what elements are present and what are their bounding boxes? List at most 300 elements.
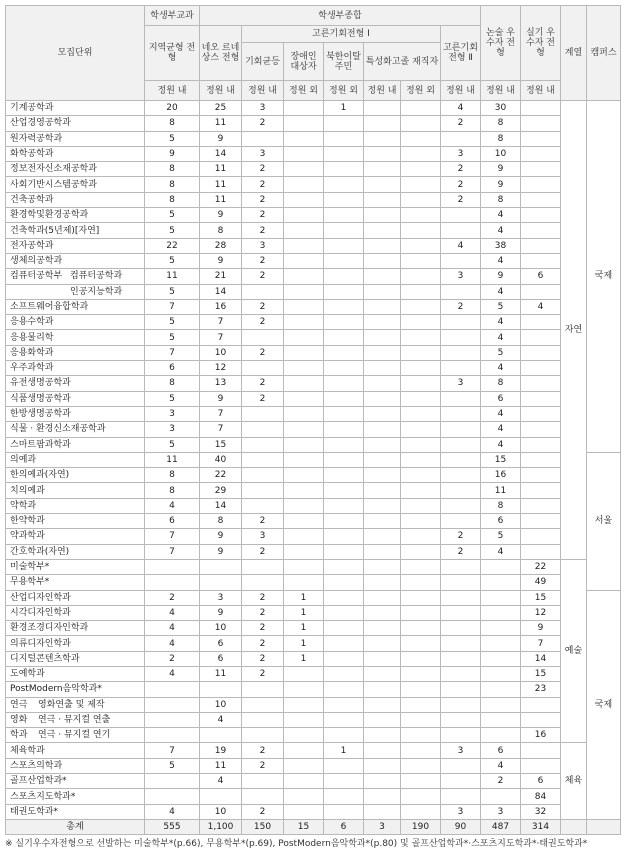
quota-cell: 14 [200,146,242,161]
quota-cell [441,223,481,238]
quota-cell: 14 [200,284,242,299]
quota-cell [284,162,324,177]
unit-name-cell: 미술학부* [6,559,145,574]
quota-cell [401,728,441,743]
quota-cell [521,162,561,177]
quota-cell: 2 [242,590,284,605]
quota-cell [284,529,324,544]
quota-cell: 25 [200,101,242,116]
quota-cell [200,575,242,590]
quota-cell [401,452,441,467]
quota-cell [324,146,364,161]
quota-cell [441,712,481,727]
quota-cell [284,422,324,437]
quota-cell [364,789,401,804]
unit-name-cell: 건축학과(5년제)[자연] [6,223,145,238]
unit-name-cell: 한의예과(자연) [6,468,145,483]
quota-cell: 6 [145,514,200,529]
unit-name-cell: 응용수학과 [6,315,145,330]
quota-cell [401,101,441,116]
quota-cell [401,146,441,161]
unit-name-cell: 식품생명공학과 [6,391,145,406]
header-student-subject: 학생부교과 [145,6,200,26]
quota-cell [401,131,441,146]
quota-cell [284,315,324,330]
quota-cell [401,361,441,376]
quota-cell [364,437,401,452]
quota-cell [401,666,441,681]
quota-cell [324,406,364,421]
quota-cell [441,483,481,498]
quota-cell [481,666,521,681]
quota-cell: 4 [481,208,521,223]
quota-cell [364,728,401,743]
unit-name-cell: 기계공학과 [6,101,145,116]
quota-cell [284,697,324,712]
quota-cell: 5 [481,345,521,360]
quota-cell [441,498,481,513]
quota-cell: 15 [521,590,561,605]
quota-cell [324,315,364,330]
quota-cell: 11 [145,452,200,467]
quota-cell [284,284,324,299]
quota-cell [481,605,521,620]
table-row [6,269,621,284]
quota-cell [284,192,324,207]
quota-cell: 49 [521,575,561,590]
quota-cell: 9 [200,605,242,620]
quota-cell [364,636,401,651]
quota-cell [242,712,284,727]
quota-cell [324,590,364,605]
quota-cell [481,789,521,804]
quota-cell [242,422,284,437]
quota-cell: 6 [200,636,242,651]
quota-cell: 9 [481,269,521,284]
quota-cell: 6 [521,269,561,284]
total-cell: 190 [401,819,441,834]
quota-cell [284,758,324,773]
quota-cell [441,666,481,681]
quota-cell: 11 [200,192,242,207]
quota-cell: 22 [200,468,242,483]
quota-cell [242,361,284,376]
quota-cell [521,177,561,192]
quota-cell: 5 [145,131,200,146]
quota-cell: 2 [242,116,284,131]
quota-cell: 32 [521,804,561,819]
table-row [6,330,621,345]
quota-cell [242,774,284,789]
quota-cell [324,559,364,574]
quota-cell: 9 [481,177,521,192]
quota-cell: 7 [145,529,200,544]
quota-cell [364,162,401,177]
quota-cell [401,330,441,345]
quota-cell [364,468,401,483]
quota-cell: 11 [200,666,242,681]
quota-cell [521,483,561,498]
quota-cell: 9 [145,146,200,161]
total-cell: 1,100 [200,819,242,834]
header-equal-opportunity-2: 고른기회 전형 Ⅱ [441,26,481,81]
quota-cell [284,391,324,406]
quota-cell [284,452,324,467]
quota-cell [284,345,324,360]
quota-cell [481,575,521,590]
subunit-label: 연극 · 뮤지컬 연출 [38,715,111,726]
quota-cell [284,743,324,758]
quota-cell: 8 [145,376,200,391]
quota-cell [324,514,364,529]
quota-cell: 2 [441,116,481,131]
quota-cell [521,529,561,544]
quota-cell [324,651,364,666]
header-defector: 북한이탈 주민 [324,43,364,81]
unit-name-cell: 태권도학과* [6,804,145,819]
quota-cell [401,758,441,773]
quota-cell [145,682,200,697]
header-campus: 캠퍼스 [587,6,621,101]
quota-cell: 4 [481,284,521,299]
unit-name-cell: 치의예과 [6,483,145,498]
unit-name-cell: 우주과학과 [6,361,145,376]
table-row [6,192,621,207]
quota-cell [521,452,561,467]
quota-cell: 4 [145,605,200,620]
quota-cell [145,559,200,574]
quota-cell [284,437,324,452]
quota-cell: 2 [242,299,284,314]
unit-name-cell: 응용물리학 [6,330,145,345]
table-row [6,162,621,177]
subunit-label: 연극 · 뮤지컬 연기 [38,730,111,741]
quota-cell: 2 [441,162,481,177]
table-row [6,621,621,636]
table-row [6,483,621,498]
table-row [6,223,621,238]
quota-cell: 7 [145,544,200,559]
quota-cell: 6 [481,743,521,758]
quota-cell [521,468,561,483]
quota-cell: 1 [324,743,364,758]
unit-name-cell: 스포츠지도학과* [6,789,145,804]
quota-cell [364,116,401,131]
table-row [6,590,621,605]
quota-cell [364,621,401,636]
quota-cell: 9 [481,162,521,177]
unit-name-cell: 환경조경디자인학과 [6,621,145,636]
quota-cell [242,406,284,421]
quota-cell: 2 [242,605,284,620]
group-label: 학과 [10,730,28,741]
quota-cell [364,514,401,529]
quota-cell [324,544,364,559]
quota-cell [401,697,441,712]
quota-cell: 8 [145,192,200,207]
quota-cell [441,514,481,529]
quota-cell: 2 [242,223,284,238]
quota-cell [145,712,200,727]
quota-cell [401,605,441,620]
quota-cell [521,498,561,513]
quota-cell: 2 [242,376,284,391]
quota-cell [324,774,364,789]
quota-cell [284,330,324,345]
quota-cell [521,437,561,452]
quota-cell [521,253,561,268]
quota-cell [401,575,441,590]
quota-cell: 2 [242,192,284,207]
quota-cell: 4 [441,238,481,253]
unit-name-cell: 도예학과 [6,666,145,681]
unit-name-cell: 간호학과(자연) [6,544,145,559]
unit-name-cell [6,269,145,284]
quota-label: 정원 외 [284,81,324,101]
quota-cell [284,299,324,314]
quota-cell: 7 [145,743,200,758]
group-label: 연극 [10,699,28,710]
table-row [6,666,621,681]
quota-cell [284,101,324,116]
quota-cell [242,468,284,483]
quota-cell [364,559,401,574]
quota-cell [324,437,364,452]
quota-cell [364,529,401,544]
subunit-label: 영화연출 및 제작 [38,699,105,710]
admission-quota-table [5,5,621,835]
quota-cell: 15 [481,452,521,467]
quota-cell [324,666,364,681]
quota-cell: 8 [481,376,521,391]
quota-cell [242,330,284,345]
campus-cell: 국제 [587,101,621,453]
quota-cell: 8 [481,131,521,146]
quota-cell [401,269,441,284]
quota-cell [200,559,242,574]
quota-cell [521,544,561,559]
quota-cell [441,452,481,467]
header-student-comprehensive: 학생부종합 [200,6,481,26]
quota-cell: 7 [200,422,242,437]
quota-cell [401,559,441,574]
unit-name-cell: 한방생명공학과 [6,406,145,421]
quota-cell [364,177,401,192]
quota-cell [441,636,481,651]
quota-cell: 2 [242,514,284,529]
unit-name-cell [6,728,145,743]
table-row [6,177,621,192]
quota-cell: 5 [145,253,200,268]
quota-cell [324,299,364,314]
quota-cell [481,682,521,697]
quota-cell [401,177,441,192]
table-row [6,468,621,483]
table-body [6,101,621,835]
quota-cell: 5 [145,330,200,345]
quota-cell [521,391,561,406]
quota-cell [364,223,401,238]
quota-cell: 3 [242,146,284,161]
quota-cell: 2 [242,391,284,406]
table-row [6,514,621,529]
quota-cell: 7 [200,406,242,421]
quota-cell [284,789,324,804]
quota-cell [364,315,401,330]
quota-cell: 8 [145,116,200,131]
quota-cell [242,498,284,513]
quota-cell [284,498,324,513]
quota-cell: 4 [200,712,242,727]
quota-cell [284,116,324,131]
quota-cell [401,162,441,177]
header-practical: 실기 우수자 전형 [521,6,561,81]
unit-name-cell [6,712,145,727]
quota-cell [284,361,324,376]
table-row [6,728,621,743]
quota-cell [481,621,521,636]
total-cell: 487 [481,819,521,834]
quota-cell: 21 [200,269,242,284]
quota-cell [284,253,324,268]
quota-cell: 3 [145,422,200,437]
quota-cell [364,376,401,391]
total-cell: 555 [145,819,200,834]
quota-cell [200,789,242,804]
quota-cell [324,192,364,207]
quota-cell [441,391,481,406]
quota-cell: 2 [242,651,284,666]
quota-cell: 5 [145,758,200,773]
table-row [6,101,621,116]
quota-cell: 2 [145,651,200,666]
table-row [6,116,621,131]
quota-cell [364,682,401,697]
unit-name-cell: 환경학및환경공학과 [6,208,145,223]
quota-cell [441,605,481,620]
quota-cell: 9 [200,253,242,268]
table-row [6,253,621,268]
quota-cell [401,284,441,299]
table-row [6,697,621,712]
quota-cell: 2 [242,743,284,758]
quota-cell [145,697,200,712]
quota-cell [521,758,561,773]
quota-cell: 10 [200,621,242,636]
quota-cell [521,514,561,529]
quota-cell [441,697,481,712]
quota-cell: 4 [145,666,200,681]
quota-cell: 3 [242,101,284,116]
quota-cell [441,575,481,590]
quota-cell: 7 [145,299,200,314]
quota-cell: 1 [284,590,324,605]
quota-cell [364,422,401,437]
quota-cell [324,223,364,238]
quota-cell [401,514,441,529]
quota-cell: 22 [145,238,200,253]
table-row [6,406,621,421]
quota-cell [324,376,364,391]
unit-name-cell: 무용학부* [6,575,145,590]
quota-cell [521,208,561,223]
quota-cell: 7 [200,315,242,330]
quota-cell: 3 [441,804,481,819]
quota-cell [284,559,324,574]
quota-cell [324,529,364,544]
quota-cell [521,131,561,146]
quota-cell: 8 [481,116,521,131]
total-cell: 90 [441,819,481,834]
quota-label: 정원 내 [145,81,200,101]
quota-cell: 9 [200,391,242,406]
table-row [6,774,621,789]
quota-cell: 10 [481,146,521,161]
quota-cell [364,284,401,299]
header-essay: 논술 우수자 전형 [481,6,521,81]
quota-cell: 4 [481,330,521,345]
unit-name-cell [6,697,145,712]
quota-cell [324,483,364,498]
total-label: 총계 [6,819,145,834]
table-row [6,208,621,223]
quota-cell: 3 [441,269,481,284]
quota-cell: 16 [481,468,521,483]
quota-cell: 11 [200,758,242,773]
quota-cell: 4 [481,406,521,421]
quota-cell: 28 [200,238,242,253]
unit-name-cell: PostModern음악학과* [6,682,145,697]
quota-cell: 4 [145,636,200,651]
quota-cell [364,269,401,284]
quota-cell [441,284,481,299]
quota-cell: 1 [284,605,324,620]
table-row [6,789,621,804]
quota-cell [401,743,441,758]
quota-cell [441,774,481,789]
quota-cell [521,223,561,238]
group-label: 영화 [10,715,28,726]
quota-cell [481,590,521,605]
quota-cell: 15 [200,437,242,452]
quota-cell: 4 [441,101,481,116]
quota-cell [324,253,364,268]
table-row [6,345,621,360]
table-row [6,605,621,620]
quota-cell: 9 [200,208,242,223]
quota-cell [401,590,441,605]
quota-cell [284,376,324,391]
quota-cell [364,651,401,666]
quota-cell: 5 [145,391,200,406]
quota-cell: 8 [145,162,200,177]
quota-cell [521,146,561,161]
quota-cell: 8 [481,192,521,207]
quota-cell: 5 [145,284,200,299]
quota-cell [324,162,364,177]
quota-cell [401,774,441,789]
quota-cell: 7 [145,345,200,360]
quota-cell: 8 [481,498,521,513]
quota-cell [401,621,441,636]
quota-cell [242,575,284,590]
quota-cell [324,422,364,437]
quota-cell [324,345,364,360]
header-unit: 모집단위 [6,6,145,101]
quota-cell [364,345,401,360]
quota-cell: 6 [481,514,521,529]
quota-cell: 2 [242,621,284,636]
